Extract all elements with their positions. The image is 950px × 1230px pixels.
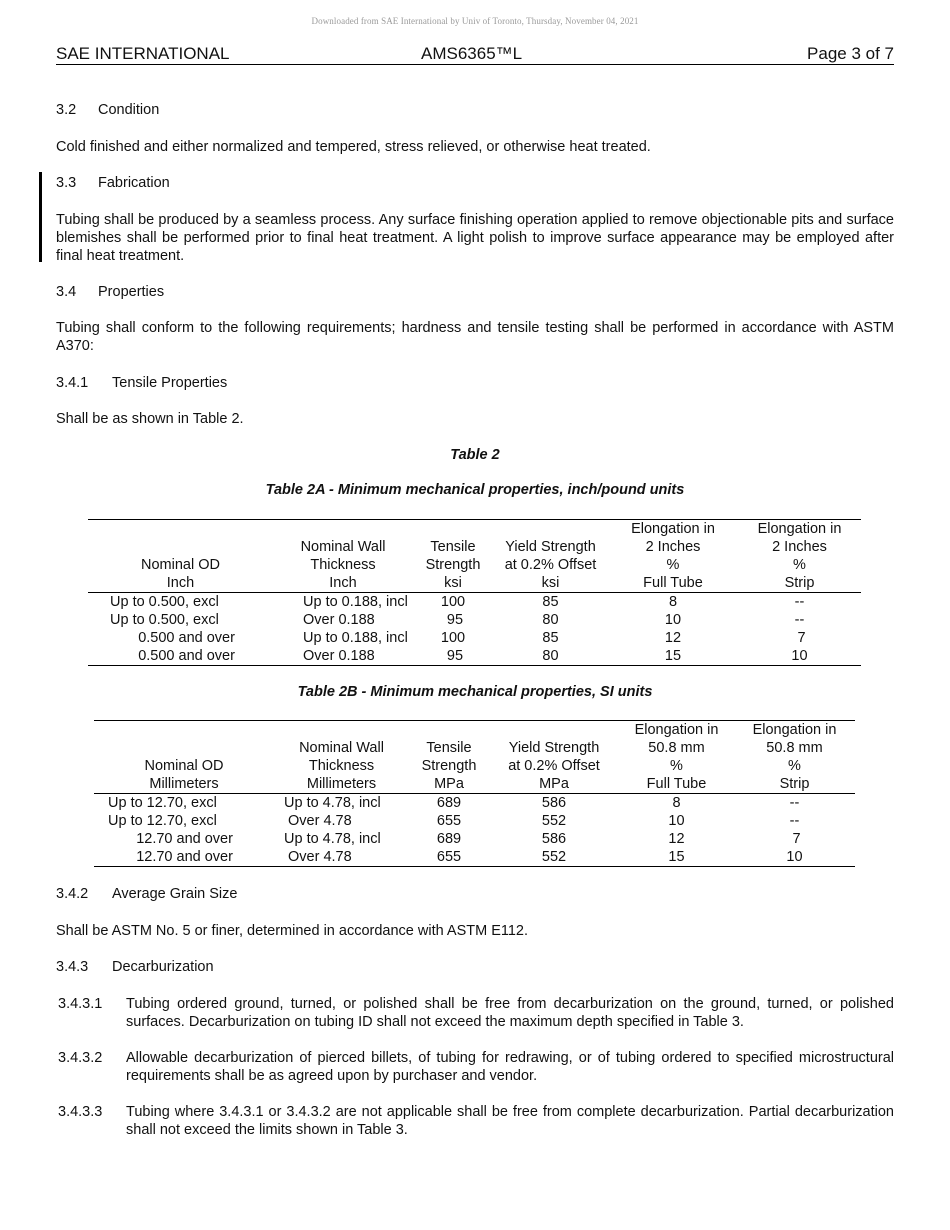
section-3-2-body: Cold finished and either normalized and tempered, stress relieved, or otherwise heat treated. (56, 139, 651, 155)
table-2-title: Table 2 (450, 447, 500, 463)
table-2b-caption: Table 2B - Minimum mechanical properties, SI units (297, 684, 653, 700)
section-3-4-body: Tubing shall conform to the following requirements; hardness and tensile testing shall be performed in accordance with ASTM A370: (56, 320, 894, 354)
section-3-4-1-body: Shall be as shown in Table 2. (56, 411, 244, 427)
table-header-row (94, 721, 855, 794)
header-nominal-wall: Nominal Wall Thickness Inch (300, 539, 386, 591)
table-2a-caption: Table 2A - Minimum mechanical properties, inch/pound units (265, 482, 685, 498)
section-number: 3.4.1 (56, 375, 89, 391)
section-title: Average Grain Size (112, 886, 238, 902)
section-body: Tubing where 3.4.3.1 or 3.4.3.2 are not applicable shall be free from complete decarburization. Partial decarburization shall not exceed the limits shown in Table 3. (126, 1104, 894, 1138)
section-number: 3.4.3.3 (58, 1104, 103, 1120)
table-2a (88, 519, 861, 666)
section-3-4-3-3 (58, 1103, 894, 1139)
header-nominal-od: Nominal OD Millimeters (144, 758, 224, 792)
section-number: 3.4.3 (56, 959, 89, 975)
table-row: 12.70 and over Over 4.78 655 552 15 10 (94, 848, 855, 867)
page-header (56, 44, 894, 65)
header-tensile-strength: Tensile Strength ksi (425, 539, 481, 591)
table-row: Up to 12.70, excl Over 4.78 655 552 10 -- (108, 813, 800, 829)
header-elongation-full-tube: Elongation in 50.8 mm % Full Tube (634, 722, 719, 792)
section-number: 3.4.3.1 (58, 996, 103, 1012)
header-yield-strength: Yield Strength at 0.2% Offset ksi (504, 539, 597, 591)
header-document-number: AMS6365™L (421, 44, 523, 63)
section-3-4-1-heading (56, 374, 227, 392)
section-body: Tubing ordered ground, turned, or polished shall be free from decarburization on the ground, turned, or polished surfaces. Decarburization on tubing ID shall not exceed the maximum depth specified in Table 3. (126, 996, 894, 1030)
section-number: 3.4.2 (56, 886, 89, 902)
header-yield-strength: Yield Strength at 0.2% Offset MPa (508, 740, 600, 792)
section-3-4-3-2 (58, 1049, 894, 1085)
section-title: Fabrication (98, 175, 170, 191)
section-number: 3.3 (56, 175, 77, 191)
section-number: 3.4 (56, 284, 77, 300)
section-3-4-heading (56, 283, 164, 301)
header-elongation-strip: Elongation in 50.8 mm % Strip (752, 722, 837, 792)
section-number: 3.2 (56, 102, 77, 118)
table-header-row (88, 520, 861, 593)
section-title: Properties (98, 284, 165, 300)
section-title: Condition (98, 102, 160, 118)
header-organization: SAE INTERNATIONAL (56, 44, 230, 63)
section-3-3-body: Tubing shall be produced by a seamless process. Any surface finishing operation applied to remove objectionable pits and surface blemishes shall be performed prior to final heat treatment. A light polish to improve surface appearance may be employed after final heat treatment. (56, 212, 894, 264)
table-2b (94, 720, 855, 867)
header-tensile-strength: Tensile Strength MPa (421, 740, 477, 792)
table-row: Up to 0.500, excl Over 0.188 95 80 10 -- (110, 612, 805, 628)
header-elongation-full-tube: Elongation in 2 Inches % Full Tube (631, 521, 715, 591)
header-elongation-strip: Elongation in 2 Inches % Strip (757, 521, 842, 591)
table-row: 12.70 and over Up to 4.78, incl 689 586 12 7 (108, 831, 801, 847)
header-nominal-od: Nominal OD Inch (141, 557, 220, 591)
section-body: Allowable decarburization of pierced billets, of tubing for redrawing, or of tubing ordered to specified microstructural requirements shall be as agreed upon by purchaser and vendor. (126, 1050, 894, 1084)
table-row: Up to 0.500, excl Up to 0.188, incl 100 85 8 -- (110, 594, 805, 610)
section-3-2-heading (56, 101, 159, 119)
table-row: 0.500 and over Up to 0.188, incl 100 85 12 7 (110, 630, 806, 646)
section-title: Tensile Properties (112, 375, 228, 391)
section-number: 3.4.3.2 (58, 1050, 103, 1066)
table-row: Up to 12.70, excl Up to 4.78, incl 689 586 8 -- (108, 795, 800, 811)
table-row: 0.500 and over Over 0.188 95 80 15 10 (88, 647, 861, 666)
section-3-4-3-heading (56, 958, 214, 976)
section-title: Decarburization (112, 959, 214, 975)
section-3-4-2-heading (56, 885, 237, 903)
download-watermark: Downloaded from SAE International by Univ of Toronto, Thursday, November 04, 2021 (311, 16, 639, 26)
section-3-4-3-1 (58, 995, 894, 1031)
header-page-number: Page 3 of 7 (807, 44, 894, 63)
section-3-4-2-body: Shall be ASTM No. 5 or finer, determined in accordance with ASTM E112. (56, 923, 529, 939)
revision-change-bar (39, 172, 42, 262)
section-3-3-heading (56, 174, 170, 192)
header-nominal-wall: Nominal Wall Thickness Millimeters (299, 740, 384, 792)
